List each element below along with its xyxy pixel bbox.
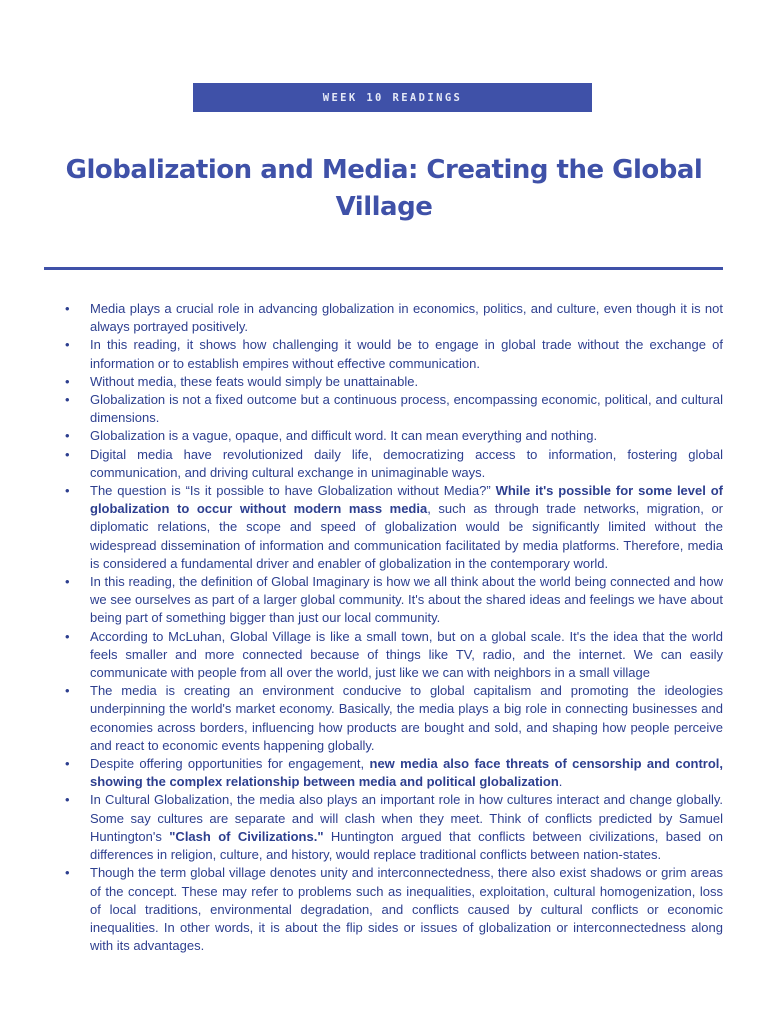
bullet-item [60,755,723,791]
bullet-item [60,482,723,573]
bullet-text: , such as through trade networks, migration, or diplomatic relations, the scope and speed of globalization would be significantly limited without the widespread dissemination of information and communication facilitated by media platforms. Therefore, media is considered a fundamental driver and enabler of globalization in the contemporary world. [90,501,724,571]
bullet-text: In this reading, the definition of Global Imaginary is how we all think about the world being connected and how we see ourselves as part of a larger global community. It's about the shared ideas and feelings we have about being part of something bigger than just our local community. [90,574,723,626]
bullet-text: The question is “Is it possible to have Globalization without Media?” [90,483,496,499]
bullet-text: According to McLuhan, Global Village is like a small town, but on a global scale. It's the idea that the world feels smaller and more connected because of things like TV, radio, and the internet. We can easily communicate with people from all over the world, just like we can with neighbors in a small village [90,628,723,681]
bullet-text: The media is creating an environment conducive to global capitalism and promoting the ideologies underpinning the world's market economy. Basically, the media plays a big role in connecting businesses and economies across borders, influencing how products are bought and sold, and shaping how people perceive and react to economic events happening globally. [90,683,723,753]
bullet-text: Media plays a crucial role in advancing globalization in economics, politics, and culture, even though it is not always portrayed positively. [90,301,723,335]
bullet-item [60,300,723,336]
bullet-text: Huntington argued that conflicts between civilizations, based on differences in religion, culture, and history, would replace traditional conflicts between nation-states. [90,828,724,863]
bullet-item [60,446,723,482]
title-divider [44,267,723,270]
bullet-bold-text: "Clash of Civilizations." [169,828,324,844]
bullet-text: Digital media have revolutionized daily life, democratizing access to information, fostering global communication, and driving cultural exchange in unimaginable ways. [90,446,723,480]
bullet-item [60,427,723,445]
page-title: Globalization and Media: Creating the Global Village [65,155,703,222]
bullet-item [60,373,723,391]
bullet-text: Globalization is a vague, opaque, and difficult word. It can mean everything and nothing. [90,428,598,444]
bullet-text: Despite offering opportunities for engagement, [90,756,370,772]
bullet-list [60,300,723,955]
bullet-text: . [558,774,563,790]
bullet-item [60,573,723,628]
bullet-text: Globalization is not a fixed outcome but a continuous process, encompassing economic, political, and cultural dimensions. [90,392,723,426]
bullet-item [60,628,723,683]
bullet-item [60,791,723,864]
week-banner [193,83,592,112]
bullet-text: In Cultural Globalization, the media also plays an important role in how cultures interact and change globally. Some say cultures are separate and will clash when they meet. Think of conflicts predicted by Samuel Huntington's [90,792,723,844]
bullet-item [60,391,723,427]
bullet-text: Without media, these feats would simply be unattainable. [90,373,419,389]
bullet-text: In this reading, it shows how challenging it would be to engage in global trade without the exchange of information or to establish empires without effective communication. [90,337,723,371]
banner-label: WEEK 10 READINGS [322,91,463,104]
bullet-item [60,336,723,372]
bullet-bold-text: While it's possible for some level of globalization to occur without modern mass media [90,483,723,517]
bullet-item [60,682,723,755]
bullet-item [60,864,723,955]
bullet-text: Though the term global village denotes unity and interconnectedness, there also exist shadows or grim areas of the concept. These may refer to problems such as inequalities, exploitation, cultural homogenization, loss of local traditions, environmental degradation, and conflicts caused by cultural conflicts or economic inequalities. In other words, it is about the flip sides or issues of globalization or interconnectedness along with its advantages. [90,865,723,954]
bullet-bold-text: new media also face threats of censorship and control, showing the complex relationship between media and political globalization [90,756,724,790]
